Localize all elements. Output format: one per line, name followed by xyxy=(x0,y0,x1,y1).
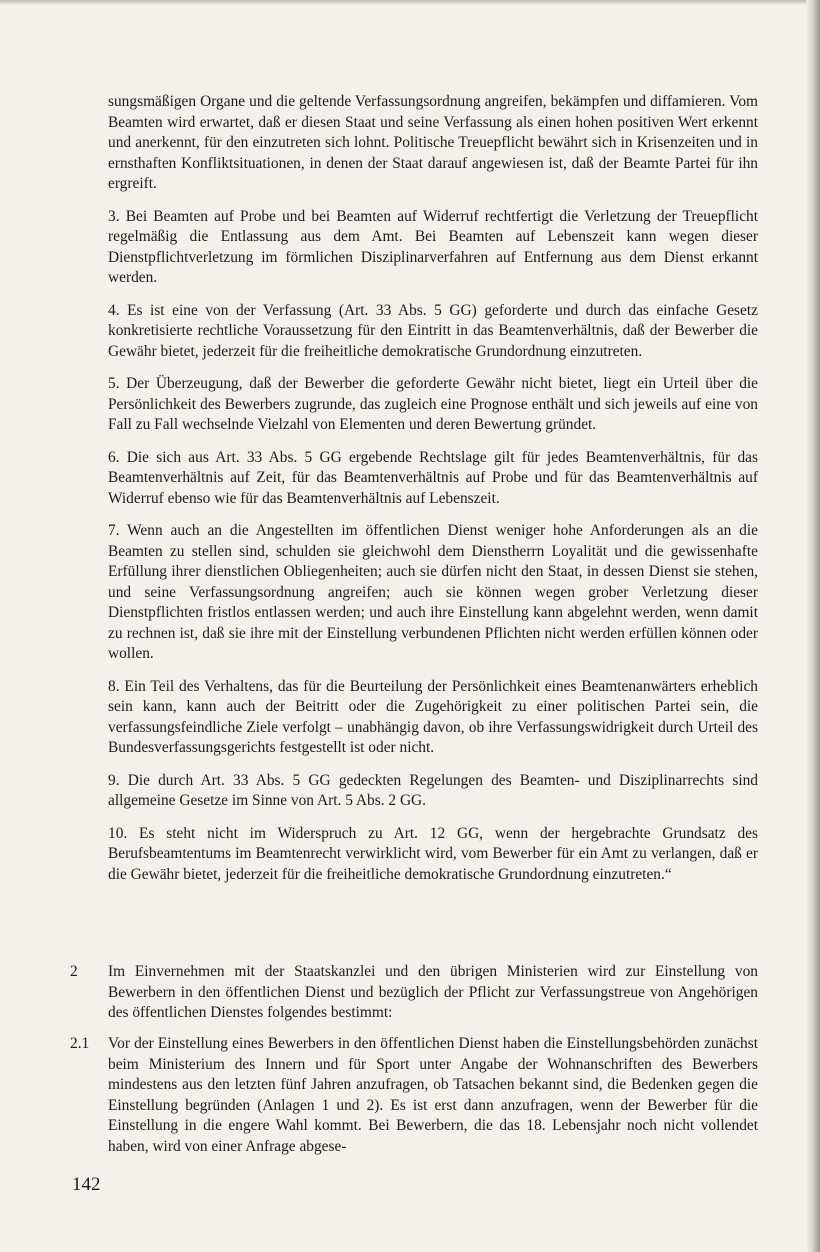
paragraph-4: 4. Es ist eine von der Verfassung (Art. 33 Abs. 5 GG) geforderte und durch das einfache Gesetz konkretisierte rechtliche Voraussetzung für den Eintritt in das Beamtenverhältnis, daß der Bewerber die Gewähr bietet, jederzeit für die freiheitliche demokratische Grundordnung einzutreten. xyxy=(108,301,758,360)
paragraph-continuation: sungsmäßigen Organe und die geltende Verfassungsordnung angreifen, bekämpfen und diffamieren. Vom Beamten wird erwartet, daß er diesen Staat und seine Verfassung als einen hohen positiven Wert erkennt und anerkennt, für den einzutreten sich lohnt. Politische Treuepflicht bewährt sich in Krisenzeiten und in ernsthaften Konfliktsituationen, in denen der Staat darauf angewiesen ist, daß der Beamte Partei für ihn ergreift. xyxy=(108,93,758,192)
section-2 xyxy=(70,962,758,1036)
paragraph-5: 5. Der Überzeugung, daß der Bewerber die geforderte Gewähr nicht bietet, liegt ein Urteil über die Persönlichkeit des Bewerbers zugrunde, das zugleich eine Prognose enthält und sich jeweils auf eine von Fall zu Fall wechselnde Vielzahl von Elementen und deren Bewertung gründet. xyxy=(108,375,758,433)
section-text: Vor der Einstellung eines Bewerbers in den öffentlichen Dienst haben die Einstellungsbehörden zunächst beim Ministerium des Innern und für Sport unter Angabe der Wohnanschriften des Bewerbers mindestens aus den letzten fünf Jahren anzufragen, ob Tatsachen bekannt sind, die Bedenken gegen die Einstellung begründen (Anlagen 1 und 2). Es ist erst dann anzufragen, wenn der Bewerber für die Einstellung in die engere Wahl kommt. Bei Bewerbern, die das 18. Lebensjahr noch nicht vollendet haben, wird von einer Anfrage abgese- xyxy=(108,1035,758,1155)
quoted-guidelines xyxy=(108,92,758,897)
paragraph-10: 10. Es steht nicht im Widerspruch zu Art. 12 GG, wenn der hergebrachte Grundsatz des Berufsbeamtentums im Beamtenrecht verwirklicht wird, vom Bewerber für ein Amt zu verlangen, daß er die Gewähr bietet, jederzeit für die freiheitliche demokratische Grundordnung einzutreten.“ xyxy=(108,824,758,883)
page-number: 142 xyxy=(72,1174,101,1195)
paragraph-9: 9. Die durch Art. 33 Abs. 5 GG gedeckten Regelungen des Beamten- und Disziplinarrechts sind allgemeine Gesetze im Sinne von Art. 5 Abs. 2 GG. xyxy=(108,771,758,809)
scan-top-edge xyxy=(0,0,820,5)
paragraph-3: 3. Bei Beamten auf Probe und bei Beamten auf Widerruf rechtfertigt die Verletzung der Treuepflicht regelmäßig die Entlassung aus dem Amt. Bei Beamten auf Lebenszeit kann wegen dieser Dienstpflichtverletzung im förmlichen Disziplinarverfahren auf Entfernung aus dem Dienst erkannt werden. xyxy=(108,207,758,286)
paragraph-6: 6. Die sich aus Art. 33 Abs. 5 GG ergebende Rechtslage gilt für jedes Beamtenverhältnis, für das Beamtenverhältnis auf Zeit, für das Beamtenverhältnis auf Probe und für das Beamtenverhältnis auf Widerruf ebenso wie für das Beamtenverhältnis auf Lebenszeit. xyxy=(108,448,758,507)
section-2-1 xyxy=(70,1034,758,1169)
scan-right-edge xyxy=(806,0,820,1252)
paragraph-8: 8. Ein Teil des Verhaltens, das für die Beurteilung der Persönlichkeit eines Beamtenanwärters erheblich sein kann, kann auch der Beitritt oder die Zugehörigkeit zu einer politischen Partei sein, die verfassungsfeindliche Ziele verfolgt – unabhängig davon, ob ihre Verfassungswidrigkeit durch Urteil des Bundesverfassungsgerichts festgestellt ist oder nicht. xyxy=(108,677,758,756)
section-text: Im Einvernehmen mit der Staatskanzlei und den übrigen Ministerien wird zur Einstellung von Bewerbern in den öffentlichen Dienst und bezüglich der Pflicht zur Verfassungstreue von Angehörigen des öffentlichen Dienstes folgendes bestimmt: xyxy=(108,963,758,1021)
section-number: 2 xyxy=(70,963,78,980)
paragraph-7: 7. Wenn auch an die Angestellten im öffentlichen Dienst weniger hohe Anforderungen als an die Beamten zu stellen sind, schulden sie gleichwohl dem Dienstherrn Loyalität und die gewissenhafte Erfüllung ihrer dienstlichen Obliegenheiten; auch sie dürfen nicht den Staat, in dessen Dienst sie stehen, und seine Verfassungsordnung angreifen; auch sie können wegen grober Verletzung dieser Dienstpflichten fristlos entlassen werden; und auch ihre Einstellung kann abgelehnt werden, wenn damit zu rechnen ist, daß sie ihre mit der Einstellung verbundenen Pflichten nicht werden erfüllen können oder wollen. xyxy=(108,522,758,662)
section-number: 2.1 xyxy=(70,1035,90,1052)
